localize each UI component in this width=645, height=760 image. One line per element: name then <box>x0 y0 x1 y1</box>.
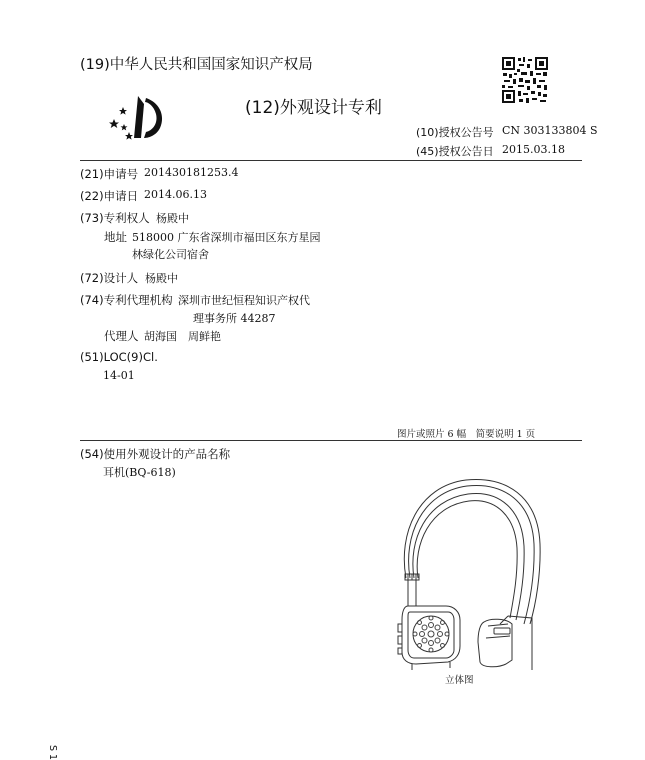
patentee: 杨殿中 <box>156 212 189 225</box>
agency-line1: 深圳市世纪恒程知识产权代 <box>178 294 310 307</box>
pub-no: CN 303133804 S <box>502 124 598 137</box>
designer-label: (72)设计人 <box>80 271 139 285</box>
qr-code-icon <box>501 56 549 104</box>
app-no-label: (21)申请号 <box>80 167 139 181</box>
pub-date-label: (45)授权公告日 <box>416 145 494 158</box>
agency-line2: 理事务所 44287 <box>193 312 276 325</box>
designer: 杨殿中 <box>145 272 178 285</box>
cnipa-logo-icon <box>108 94 172 142</box>
address-label: 地址 <box>104 230 127 244</box>
patentee-label: (73)专利权人 <box>80 211 150 225</box>
pub-no-label: (10)授权公告号 <box>416 126 494 139</box>
app-no: 201430181253.4 <box>144 166 239 179</box>
product-name: 耳机(BQ-618) <box>103 466 176 479</box>
headphone-figure <box>388 474 558 670</box>
document-type: (12)外观设计专利 <box>245 98 382 118</box>
authority-title: (19)中华人民共和国国家知识产权局 <box>80 57 313 73</box>
address-line2: 林绿化公司宿舍 <box>132 248 209 261</box>
product-label: (54)使用外观设计的产品名称 <box>80 447 231 461</box>
header-divider <box>80 160 582 161</box>
app-date: 2014.06.13 <box>144 188 207 201</box>
agent-label: 代理人 <box>104 329 139 343</box>
agents: 胡海国 周鲜艳 <box>144 330 221 343</box>
side-mark: S 1 <box>47 745 58 760</box>
figures-note: 图片或照片 6 幅 简要说明 1 页 <box>397 429 536 440</box>
loc-label: (51)LOC(9)Cl. <box>80 350 158 364</box>
loc-value: 14-01 <box>103 369 135 382</box>
app-date-label: (22)申请日 <box>80 189 139 203</box>
biblio-divider <box>80 440 582 441</box>
address-line1: 518000 广东省深圳市福田区东方星园 <box>132 231 321 244</box>
pub-date: 2015.03.18 <box>502 143 565 156</box>
agency-label: (74)专利代理机构 <box>80 293 173 307</box>
figure-caption: 立体图 <box>445 675 474 686</box>
